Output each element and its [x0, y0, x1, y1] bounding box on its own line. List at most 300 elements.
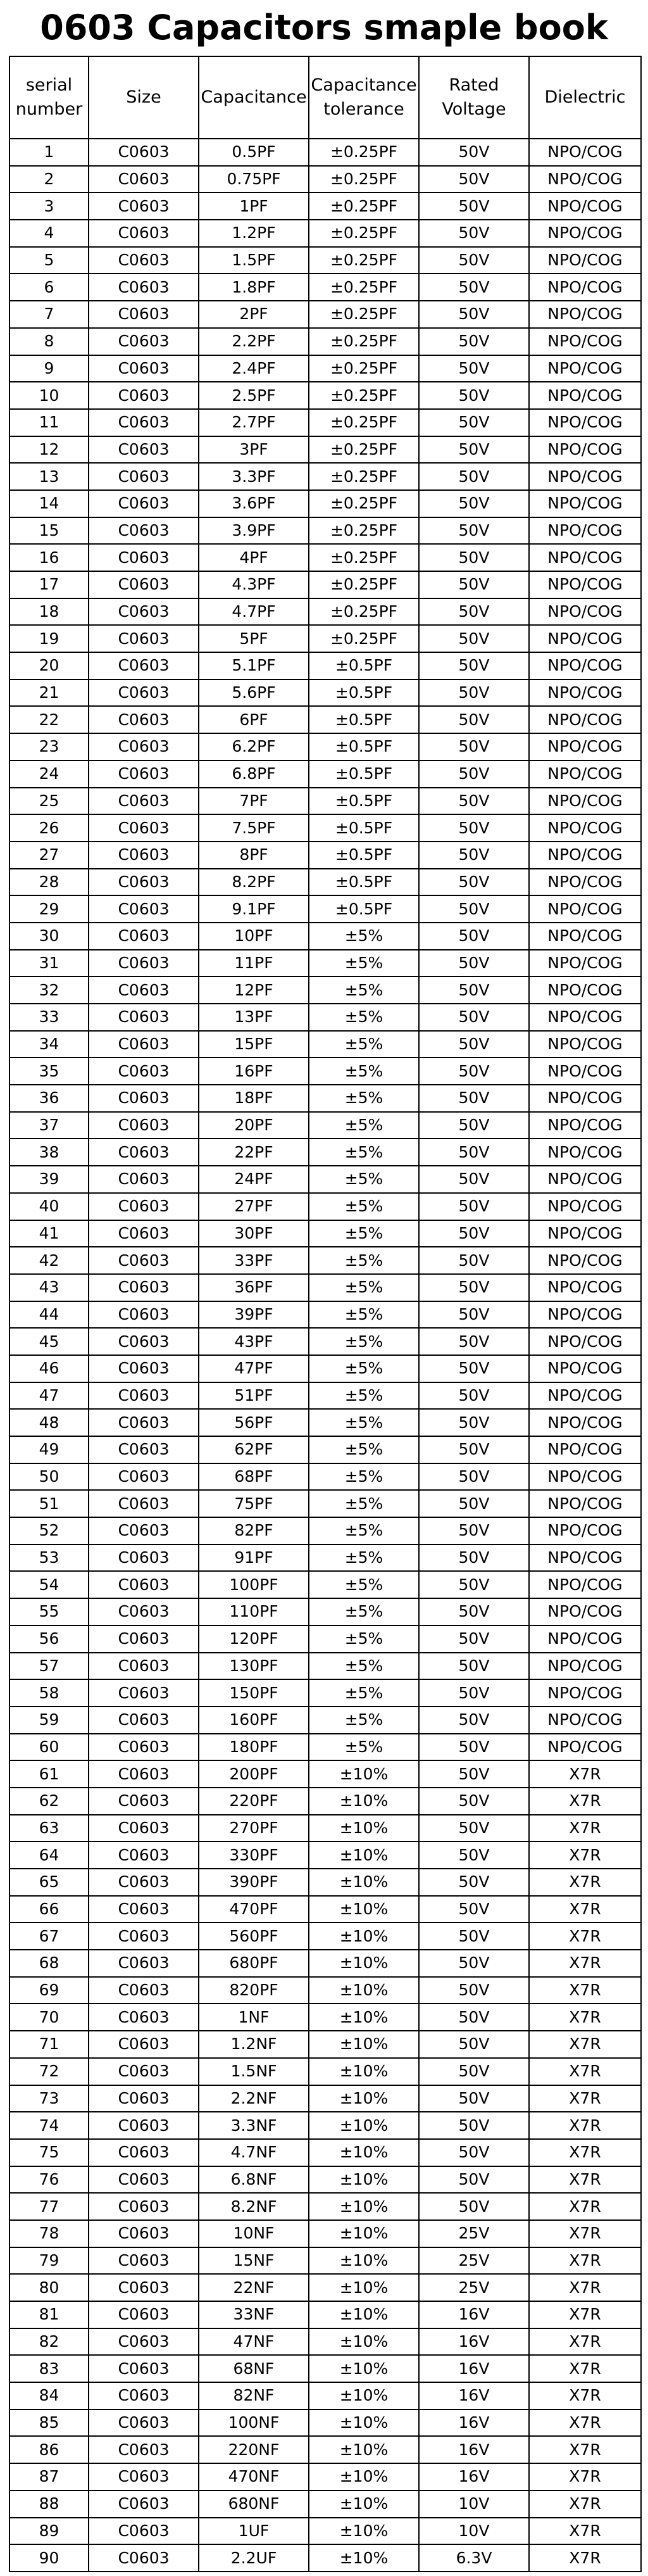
- capacitance-cell: 1.8PF: [199, 274, 309, 301]
- size-cell: C0603: [89, 2247, 199, 2275]
- rated-voltage-cell: 50V: [419, 1950, 529, 1977]
- serial-number-cell: 85: [9, 2409, 89, 2437]
- table-row: [9, 409, 641, 436]
- dielectric-cell: X7R: [529, 1760, 641, 1788]
- capacitance-cell: 16PF: [199, 1058, 309, 1085]
- serial-number-cell: 37: [9, 1112, 89, 1139]
- capacitance-cell: 8PF: [199, 842, 309, 869]
- serial-number-cell: 57: [9, 1653, 89, 1680]
- rated-voltage-cell: 16V: [419, 2301, 529, 2328]
- serial-number-cell: 66: [9, 1896, 89, 1923]
- table-row: [9, 2518, 641, 2545]
- header-label-line: number: [15, 99, 83, 119]
- size-cell: C0603: [89, 2166, 199, 2194]
- size-cell: C0603: [89, 1841, 199, 1869]
- rated-voltage-cell: 50V: [419, 788, 529, 815]
- tolerance-cell: ±10%: [309, 2031, 419, 2058]
- serial-number-cell: 90: [9, 2544, 89, 2572]
- rated-voltage-cell: 50V: [419, 1355, 529, 1382]
- tolerance-cell: ±5%: [309, 1301, 419, 1329]
- table-row: [9, 2247, 641, 2275]
- dielectric-cell: X7R: [529, 1841, 641, 1869]
- serial-number-cell: 70: [9, 2004, 89, 2031]
- rated-voltage-cell: 50V: [419, 517, 529, 545]
- serial-number-cell: 19: [9, 625, 89, 652]
- tolerance-cell: ±10%: [309, 2544, 419, 2572]
- capacitance-cell: 47NF: [199, 2328, 309, 2356]
- rated-voltage-cell: 50V: [419, 895, 529, 923]
- table-row: [9, 220, 641, 247]
- tolerance-cell: ±5%: [309, 1166, 419, 1193]
- header-rated-voltage: [419, 56, 529, 139]
- tolerance-cell: ±5%: [309, 1193, 419, 1220]
- table-row: [9, 1598, 641, 1626]
- size-cell: C0603: [89, 598, 199, 626]
- serial-number-cell: 23: [9, 733, 89, 761]
- capacitance-cell: 100NF: [199, 2409, 309, 2437]
- table-row: [9, 2301, 641, 2328]
- header-label-line: Dielectric: [544, 87, 626, 107]
- dielectric-cell: NPO/COG: [529, 950, 641, 977]
- serial-number-cell: 36: [9, 1085, 89, 1112]
- tolerance-cell: ±0.5PF: [309, 761, 419, 788]
- table-row: [9, 2004, 641, 2031]
- rated-voltage-cell: 50V: [419, 1896, 529, 1923]
- capacitance-cell: 15PF: [199, 1031, 309, 1058]
- dielectric-cell: NPO/COG: [529, 1058, 641, 1085]
- table-row: [9, 2058, 641, 2085]
- table-row: [9, 139, 641, 166]
- size-cell: C0603: [89, 976, 199, 1004]
- dielectric-cell: NPO/COG: [529, 382, 641, 409]
- serial-number-cell: 49: [9, 1436, 89, 1463]
- capacitance-cell: 8.2NF: [199, 2193, 309, 2220]
- serial-number-cell: 61: [9, 1760, 89, 1788]
- dielectric-cell: NPO/COG: [529, 1112, 641, 1139]
- serial-number-cell: 73: [9, 2085, 89, 2112]
- capacitance-cell: 560PF: [199, 1923, 309, 1950]
- tolerance-cell: ±0.5PF: [309, 814, 419, 842]
- capacitance-cell: 2.5PF: [199, 382, 309, 409]
- tolerance-cell: ±5%: [309, 1274, 419, 1301]
- rated-voltage-cell: 50V: [419, 355, 529, 382]
- serial-number-cell: 43: [9, 1274, 89, 1301]
- serial-number-cell: 24: [9, 761, 89, 788]
- rated-voltage-cell: 16V: [419, 2409, 529, 2437]
- tolerance-cell: ±10%: [309, 2328, 419, 2356]
- size-cell: C0603: [89, 1869, 199, 1896]
- rated-voltage-cell: 16V: [419, 2328, 529, 2356]
- rated-voltage-cell: 50V: [419, 1031, 529, 1058]
- table-row: [9, 1490, 641, 1517]
- tolerance-cell: ±10%: [309, 1896, 419, 1923]
- serial-number-cell: 11: [9, 409, 89, 436]
- table-row: [9, 1544, 641, 1572]
- capacitance-cell: 68PF: [199, 1463, 309, 1491]
- header-dielectric: [529, 56, 641, 139]
- serial-number-cell: 77: [9, 2193, 89, 2220]
- size-cell: C0603: [89, 2085, 199, 2112]
- tolerance-cell: ±5%: [309, 1517, 419, 1544]
- size-cell: C0603: [89, 1031, 199, 1058]
- page-title: 0603 Capacitors smaple book: [40, 8, 608, 47]
- tolerance-cell: ±10%: [309, 2220, 419, 2247]
- capacitance-cell: 27PF: [199, 1193, 309, 1220]
- capacitance-cell: 470PF: [199, 1896, 309, 1923]
- table-row: [9, 923, 641, 950]
- capacitance-cell: 1.2NF: [199, 2031, 309, 2058]
- capacitance-cell: 7PF: [199, 788, 309, 815]
- tolerance-cell: ±10%: [309, 2382, 419, 2409]
- rated-voltage-cell: 50V: [419, 1301, 529, 1329]
- serial-number-cell: 67: [9, 1923, 89, 1950]
- rated-voltage-cell: 50V: [419, 1004, 529, 1031]
- rated-voltage-cell: 50V: [419, 1409, 529, 1436]
- tolerance-cell: ±5%: [309, 1598, 419, 1626]
- table-row: [9, 2274, 641, 2301]
- capacitance-cell: 13PF: [199, 1004, 309, 1031]
- rated-voltage-cell: 50V: [419, 2031, 529, 2058]
- table-row: [9, 2491, 641, 2518]
- serial-number-cell: 28: [9, 869, 89, 896]
- serial-number-cell: 4: [9, 220, 89, 247]
- size-cell: C0603: [89, 1274, 199, 1301]
- size-cell: C0603: [89, 1679, 199, 1707]
- table-row: [9, 301, 641, 328]
- serial-number-cell: 46: [9, 1355, 89, 1382]
- tolerance-cell: ±5%: [309, 1112, 419, 1139]
- capacitance-cell: 10PF: [199, 923, 309, 950]
- size-cell: C0603: [89, 2031, 199, 2058]
- size-cell: C0603: [89, 2301, 199, 2328]
- tolerance-cell: ±0.25PF: [309, 490, 419, 517]
- tolerance-cell: ±10%: [309, 2193, 419, 2220]
- serial-number-cell: 16: [9, 544, 89, 571]
- rated-voltage-cell: 50V: [419, 1869, 529, 1896]
- tolerance-cell: ±0.25PF: [309, 409, 419, 436]
- size-cell: C0603: [89, 1058, 199, 1085]
- size-cell: C0603: [89, 382, 199, 409]
- tolerance-cell: ±0.5PF: [309, 788, 419, 815]
- size-cell: C0603: [89, 2436, 199, 2463]
- serial-number-cell: 65: [9, 1869, 89, 1896]
- rated-voltage-cell: 50V: [419, 1085, 529, 1112]
- capacitance-cell: 220PF: [199, 1788, 309, 1815]
- tolerance-cell: ±5%: [309, 1463, 419, 1491]
- capacitance-cell: 4PF: [199, 544, 309, 571]
- rated-voltage-cell: 16V: [419, 2382, 529, 2409]
- size-cell: C0603: [89, 2355, 199, 2382]
- table-row: [9, 1707, 641, 1734]
- dielectric-cell: NPO/COG: [529, 1409, 641, 1436]
- tolerance-cell: ±5%: [309, 1544, 419, 1572]
- size-cell: C0603: [89, 652, 199, 679]
- capacitance-cell: 6.8PF: [199, 761, 309, 788]
- capacitance-cell: 150PF: [199, 1679, 309, 1707]
- table-row: [9, 2139, 641, 2166]
- table-row: [9, 652, 641, 679]
- table-row: [9, 1653, 641, 1680]
- capacitance-cell: 18PF: [199, 1085, 309, 1112]
- tolerance-cell: ±10%: [309, 1788, 419, 1815]
- capacitance-cell: 200PF: [199, 1760, 309, 1788]
- rated-voltage-cell: 6.3V: [419, 2544, 529, 2572]
- rated-voltage-cell: 50V: [419, 1626, 529, 1653]
- size-cell: C0603: [89, 923, 199, 950]
- serial-number-cell: 51: [9, 1490, 89, 1517]
- table-row: [9, 895, 641, 923]
- table-body: [9, 139, 641, 2572]
- dielectric-cell: X7R: [529, 2491, 641, 2518]
- tolerance-cell: ±0.25PF: [309, 274, 419, 301]
- table-row: [9, 1247, 641, 1274]
- rated-voltage-cell: 50V: [419, 1328, 529, 1355]
- dielectric-cell: NPO/COG: [529, 517, 641, 545]
- capacitance-cell: 56PF: [199, 1409, 309, 1436]
- size-cell: C0603: [89, 1815, 199, 1842]
- size-cell: C0603: [89, 706, 199, 733]
- dielectric-cell: NPO/COG: [529, 869, 641, 896]
- tolerance-cell: ±0.25PF: [309, 625, 419, 652]
- rated-voltage-cell: 50V: [419, 1544, 529, 1572]
- table-row: [9, 598, 641, 626]
- serial-number-cell: 35: [9, 1058, 89, 1085]
- table-row: [9, 842, 641, 869]
- header-label-line: Rated: [449, 75, 499, 95]
- rated-voltage-cell: 50V: [419, 1788, 529, 1815]
- size-cell: C0603: [89, 2544, 199, 2572]
- rated-voltage-cell: 50V: [419, 463, 529, 490]
- rated-voltage-cell: 50V: [419, 1490, 529, 1517]
- table-row: [9, 1220, 641, 1247]
- header-label-line: Capacitance: [201, 87, 307, 107]
- serial-number-cell: 58: [9, 1679, 89, 1707]
- dielectric-cell: NPO/COG: [529, 1571, 641, 1598]
- size-cell: C0603: [89, 544, 199, 571]
- size-cell: C0603: [89, 895, 199, 923]
- size-cell: C0603: [89, 1707, 199, 1734]
- size-cell: C0603: [89, 1382, 199, 1410]
- dielectric-cell: X7R: [529, 1896, 641, 1923]
- table-row: [9, 761, 641, 788]
- size-cell: C0603: [89, 166, 199, 193]
- tolerance-cell: ±5%: [309, 1382, 419, 1410]
- serial-number-cell: 75: [9, 2139, 89, 2166]
- size-cell: C0603: [89, 2139, 199, 2166]
- serial-number-cell: 17: [9, 571, 89, 598]
- tolerance-cell: ±5%: [309, 1653, 419, 1680]
- table-row: [9, 733, 641, 761]
- serial-number-cell: 33: [9, 1004, 89, 1031]
- rated-voltage-cell: 50V: [419, 976, 529, 1004]
- table-row: [9, 517, 641, 545]
- dielectric-cell: NPO/COG: [529, 1436, 641, 1463]
- dielectric-cell: NPO/COG: [529, 328, 641, 355]
- dielectric-cell: NPO/COG: [529, 1679, 641, 1707]
- header-label-line: Size: [126, 87, 161, 107]
- dielectric-cell: NPO/COG: [529, 895, 641, 923]
- rated-voltage-cell: 50V: [419, 814, 529, 842]
- serial-number-cell: 76: [9, 2166, 89, 2194]
- rated-voltage-cell: 50V: [419, 2139, 529, 2166]
- capacitance-cell: 4.3PF: [199, 571, 309, 598]
- header-capacitance-tolerance: [309, 56, 419, 139]
- serial-number-cell: 40: [9, 1193, 89, 1220]
- tolerance-cell: ±0.25PF: [309, 193, 419, 220]
- tolerance-cell: ±10%: [309, 2436, 419, 2463]
- serial-number-cell: 6: [9, 274, 89, 301]
- capacitance-cell: 820PF: [199, 1977, 309, 2004]
- capacitance-cell: 2.2UF: [199, 2544, 309, 2572]
- rated-voltage-cell: 50V: [419, 1112, 529, 1139]
- table-row: [9, 625, 641, 652]
- table-row: [9, 274, 641, 301]
- serial-number-cell: 72: [9, 2058, 89, 2085]
- dielectric-cell: X7R: [529, 2031, 641, 2058]
- capacitance-cell: 33NF: [199, 2301, 309, 2328]
- dielectric-cell: NPO/COG: [529, 571, 641, 598]
- rated-voltage-cell: 50V: [419, 247, 529, 274]
- capacitance-cell: 3.6PF: [199, 490, 309, 517]
- capacitance-cell: 390PF: [199, 1869, 309, 1896]
- size-cell: C0603: [89, 2004, 199, 2031]
- tolerance-cell: ±0.25PF: [309, 517, 419, 545]
- capacitance-cell: 7.5PF: [199, 814, 309, 842]
- serial-number-cell: 88: [9, 2491, 89, 2518]
- dielectric-cell: NPO/COG: [529, 598, 641, 626]
- tolerance-cell: ±5%: [309, 1058, 419, 1085]
- capacitance-cell: 1UF: [199, 2518, 309, 2545]
- table-row: [9, 1193, 641, 1220]
- size-cell: C0603: [89, 1301, 199, 1329]
- header-label-line: serial: [25, 75, 73, 95]
- table-row: [9, 1869, 641, 1896]
- serial-number-cell: 2: [9, 166, 89, 193]
- rated-voltage-cell: 50V: [419, 1517, 529, 1544]
- size-cell: C0603: [89, 1112, 199, 1139]
- table-row: [9, 679, 641, 707]
- tolerance-cell: ±10%: [309, 2247, 419, 2275]
- header-row: [9, 56, 641, 139]
- tolerance-cell: ±0.25PF: [309, 247, 419, 274]
- header-serial-number: [9, 56, 89, 139]
- size-cell: C0603: [89, 2518, 199, 2545]
- size-cell: C0603: [89, 247, 199, 274]
- dielectric-cell: NPO/COG: [529, 1220, 641, 1247]
- rated-voltage-cell: 50V: [419, 139, 529, 166]
- size-cell: C0603: [89, 1355, 199, 1382]
- capacitance-cell: 6PF: [199, 706, 309, 733]
- rated-voltage-cell: 50V: [419, 409, 529, 436]
- table-row: [9, 2193, 641, 2220]
- serial-number-cell: 81: [9, 2301, 89, 2328]
- size-cell: C0603: [89, 1571, 199, 1598]
- capacitance-cell: 1.2PF: [199, 220, 309, 247]
- dielectric-cell: NPO/COG: [529, 463, 641, 490]
- serial-number-cell: 56: [9, 1626, 89, 1653]
- table-row: [9, 2031, 641, 2058]
- table-row: [9, 571, 641, 598]
- capacitance-cell: 51PF: [199, 1382, 309, 1410]
- dielectric-cell: NPO/COG: [529, 1193, 641, 1220]
- table-row: [9, 950, 641, 977]
- dielectric-cell: NPO/COG: [529, 842, 641, 869]
- rated-voltage-cell: 50V: [419, 544, 529, 571]
- dielectric-cell: NPO/COG: [529, 1707, 641, 1734]
- size-cell: C0603: [89, 1598, 199, 1626]
- serial-number-cell: 9: [9, 355, 89, 382]
- capacitance-cell: 22NF: [199, 2274, 309, 2301]
- size-cell: C0603: [89, 1004, 199, 1031]
- tolerance-cell: ±10%: [309, 1841, 419, 1869]
- serial-number-cell: 83: [9, 2355, 89, 2382]
- dielectric-cell: NPO/COG: [529, 139, 641, 166]
- capacitance-cell: 2.7PF: [199, 409, 309, 436]
- tolerance-cell: ±10%: [309, 2491, 419, 2518]
- tolerance-cell: ±5%: [309, 923, 419, 950]
- table-row: [9, 1139, 641, 1166]
- tolerance-cell: ±5%: [309, 1220, 419, 1247]
- rated-voltage-cell: 50V: [419, 274, 529, 301]
- dielectric-cell: X7R: [529, 1977, 641, 2004]
- rated-voltage-cell: 50V: [419, 1571, 529, 1598]
- header-capacitance: [199, 56, 309, 139]
- tolerance-cell: ±0.25PF: [309, 598, 419, 626]
- serial-number-cell: 41: [9, 1220, 89, 1247]
- capacitance-cell: 1PF: [199, 193, 309, 220]
- tolerance-cell: ±5%: [309, 1247, 419, 1274]
- size-cell: C0603: [89, 2112, 199, 2139]
- table-row: [9, 1112, 641, 1139]
- serial-number-cell: 80: [9, 2274, 89, 2301]
- rated-voltage-cell: 50V: [419, 1382, 529, 1410]
- tolerance-cell: ±0.25PF: [309, 382, 419, 409]
- size-cell: C0603: [89, 2463, 199, 2491]
- table-row: [9, 976, 641, 1004]
- dielectric-cell: X7R: [529, 2112, 641, 2139]
- serial-number-cell: 64: [9, 1841, 89, 1869]
- size-cell: C0603: [89, 2382, 199, 2409]
- table-row: [9, 490, 641, 517]
- serial-number-cell: 42: [9, 1247, 89, 1274]
- tolerance-cell: ±0.5PF: [309, 842, 419, 869]
- capacitance-cell: 22PF: [199, 1139, 309, 1166]
- rated-voltage-cell: 50V: [419, 679, 529, 707]
- dielectric-cell: NPO/COG: [529, 976, 641, 1004]
- table-row: [9, 1058, 641, 1085]
- header-size: [89, 56, 199, 139]
- dielectric-cell: X7R: [529, 1869, 641, 1896]
- capacitance-cell: 5.1PF: [199, 652, 309, 679]
- capacitance-cell: 1.5NF: [199, 2058, 309, 2085]
- capacitance-cell: 75PF: [199, 1490, 309, 1517]
- dielectric-cell: X7R: [529, 1950, 641, 1977]
- table-row: [9, 1274, 641, 1301]
- rated-voltage-cell: 50V: [419, 2058, 529, 2085]
- capacitance-cell: 30PF: [199, 1220, 309, 1247]
- tolerance-cell: ±10%: [309, 2004, 419, 2031]
- table-row: [9, 1923, 641, 1950]
- size-cell: C0603: [89, 517, 199, 545]
- dielectric-cell: NPO/COG: [529, 220, 641, 247]
- serial-number-cell: 60: [9, 1734, 89, 1761]
- size-cell: C0603: [89, 1220, 199, 1247]
- size-cell: C0603: [89, 1896, 199, 1923]
- size-cell: C0603: [89, 1139, 199, 1166]
- tolerance-cell: ±0.25PF: [309, 220, 419, 247]
- size-cell: C0603: [89, 301, 199, 328]
- header-label-line: Voltage: [442, 99, 506, 119]
